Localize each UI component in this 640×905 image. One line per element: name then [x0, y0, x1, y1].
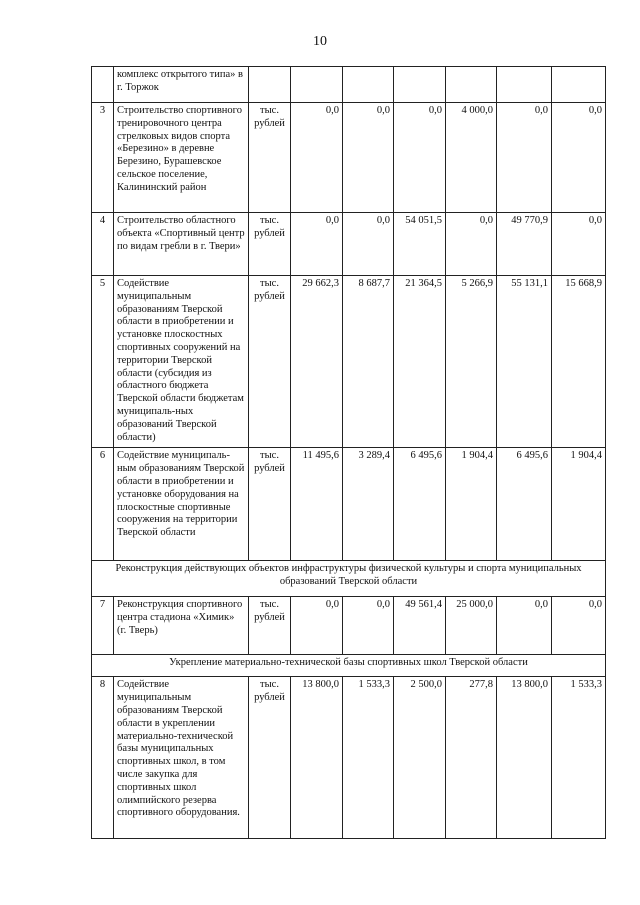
- row-value: 8 687,7: [343, 276, 394, 448]
- table-row: [92, 67, 606, 103]
- row-value: 277,8: [446, 677, 497, 839]
- row-value: [343, 67, 394, 103]
- row-number: 8: [92, 677, 114, 839]
- row-number: 5: [92, 276, 114, 448]
- section-header-row: [92, 655, 606, 677]
- row-value: 1 533,3: [343, 677, 394, 839]
- row-value: [552, 67, 606, 103]
- row-value: 0,0: [343, 103, 394, 213]
- row-name: Строительство областного объекта «Спортивный центр по видам гребли в г. Твери»: [114, 213, 249, 276]
- row-value: 25 000,0: [446, 597, 497, 655]
- row-value: 6 495,6: [497, 448, 552, 561]
- row-value: 0,0: [343, 597, 394, 655]
- row-value: 29 662,3: [291, 276, 343, 448]
- row-value: [394, 67, 446, 103]
- row-value: 0,0: [497, 103, 552, 213]
- row-number: [92, 67, 114, 103]
- row-name: Содействие муниципаль-ным образованиям Тверской области в приобретении и установке оборудования на плоскостные спортивные сооружения на территории Тверской области: [114, 448, 249, 561]
- row-name: Содействие муниципальным образованиям Тверской области в приобретении и установке плоскостных спортивных сооружений на территории Тверской области (субсидия из областного бюджета Тверской области бюджетам муниципаль-ных образований Тверской области): [114, 276, 249, 448]
- row-value: 15 668,9: [552, 276, 606, 448]
- row-unit: тыс. рублей: [249, 276, 291, 448]
- row-name: комплекс открытого типа» в г. Торжок: [114, 67, 249, 103]
- row-number: 3: [92, 103, 114, 213]
- program-table: [91, 66, 606, 839]
- table-row: [92, 448, 606, 561]
- row-value: 1 904,4: [446, 448, 497, 561]
- row-value: 21 364,5: [394, 276, 446, 448]
- row-value: [497, 67, 552, 103]
- row-name: Строительство спортивного тренировочного центра стрелковых видов спорта «Березино» в деревне Березино, Бурашевское сельское поселение, Калининский район: [114, 103, 249, 213]
- section-header-row: [92, 561, 606, 597]
- section-heading: Укрепление материально-технической базы спортивных школ Тверской области: [92, 655, 606, 677]
- row-value: 55 131,1: [497, 276, 552, 448]
- row-value: [446, 67, 497, 103]
- row-value: 0,0: [552, 213, 606, 276]
- row-name: Содействие муниципальным образованиям Тверской области в укреплении материально-технической базы муниципальных спортивных школ, в том числе закупка для спортивных школ олимпийского резерва спортивного оборудования.: [114, 677, 249, 839]
- row-value: 0,0: [497, 597, 552, 655]
- section-heading: Реконструкция действующих объектов инфраструктуры физической культуры и спорта муниципальных образований Тверской области: [92, 561, 606, 597]
- table-row: [92, 597, 606, 655]
- row-value: 2 500,0: [394, 677, 446, 839]
- row-unit: [249, 67, 291, 103]
- row-value: 4 000,0: [446, 103, 497, 213]
- row-value: 1 533,3: [552, 677, 606, 839]
- row-value: 49 561,4: [394, 597, 446, 655]
- row-value: 0,0: [394, 103, 446, 213]
- row-value: 6 495,6: [394, 448, 446, 561]
- row-number: 7: [92, 597, 114, 655]
- table-row: [92, 677, 606, 839]
- row-value: 0,0: [343, 213, 394, 276]
- table-row: [92, 103, 606, 213]
- row-value: 49 770,9: [497, 213, 552, 276]
- row-unit: тыс. рублей: [249, 213, 291, 276]
- table-row: [92, 213, 606, 276]
- row-value: 13 800,0: [291, 677, 343, 839]
- row-value: 0,0: [552, 103, 606, 213]
- row-value: 1 904,4: [552, 448, 606, 561]
- row-value: [291, 67, 343, 103]
- row-value: 5 266,9: [446, 276, 497, 448]
- table-row: [92, 276, 606, 448]
- row-number: 6: [92, 448, 114, 561]
- row-value: 13 800,0: [497, 677, 552, 839]
- row-number: 4: [92, 213, 114, 276]
- row-unit: тыс. рублей: [249, 597, 291, 655]
- row-value: 0,0: [291, 213, 343, 276]
- row-value: 0,0: [291, 103, 343, 213]
- row-value: 0,0: [291, 597, 343, 655]
- row-value: 0,0: [552, 597, 606, 655]
- row-value: 3 289,4: [343, 448, 394, 561]
- row-value: 0,0: [446, 213, 497, 276]
- row-unit: тыс. рублей: [249, 448, 291, 561]
- row-unit: тыс. рублей: [249, 103, 291, 213]
- row-name: Реконструкция спортивного центра стадиона «Химик» (г. Тверь): [114, 597, 249, 655]
- page-number: 10: [313, 34, 327, 49]
- row-value: 54 051,5: [394, 213, 446, 276]
- row-unit: тыс. рублей: [249, 677, 291, 839]
- row-value: 11 495,6: [291, 448, 343, 561]
